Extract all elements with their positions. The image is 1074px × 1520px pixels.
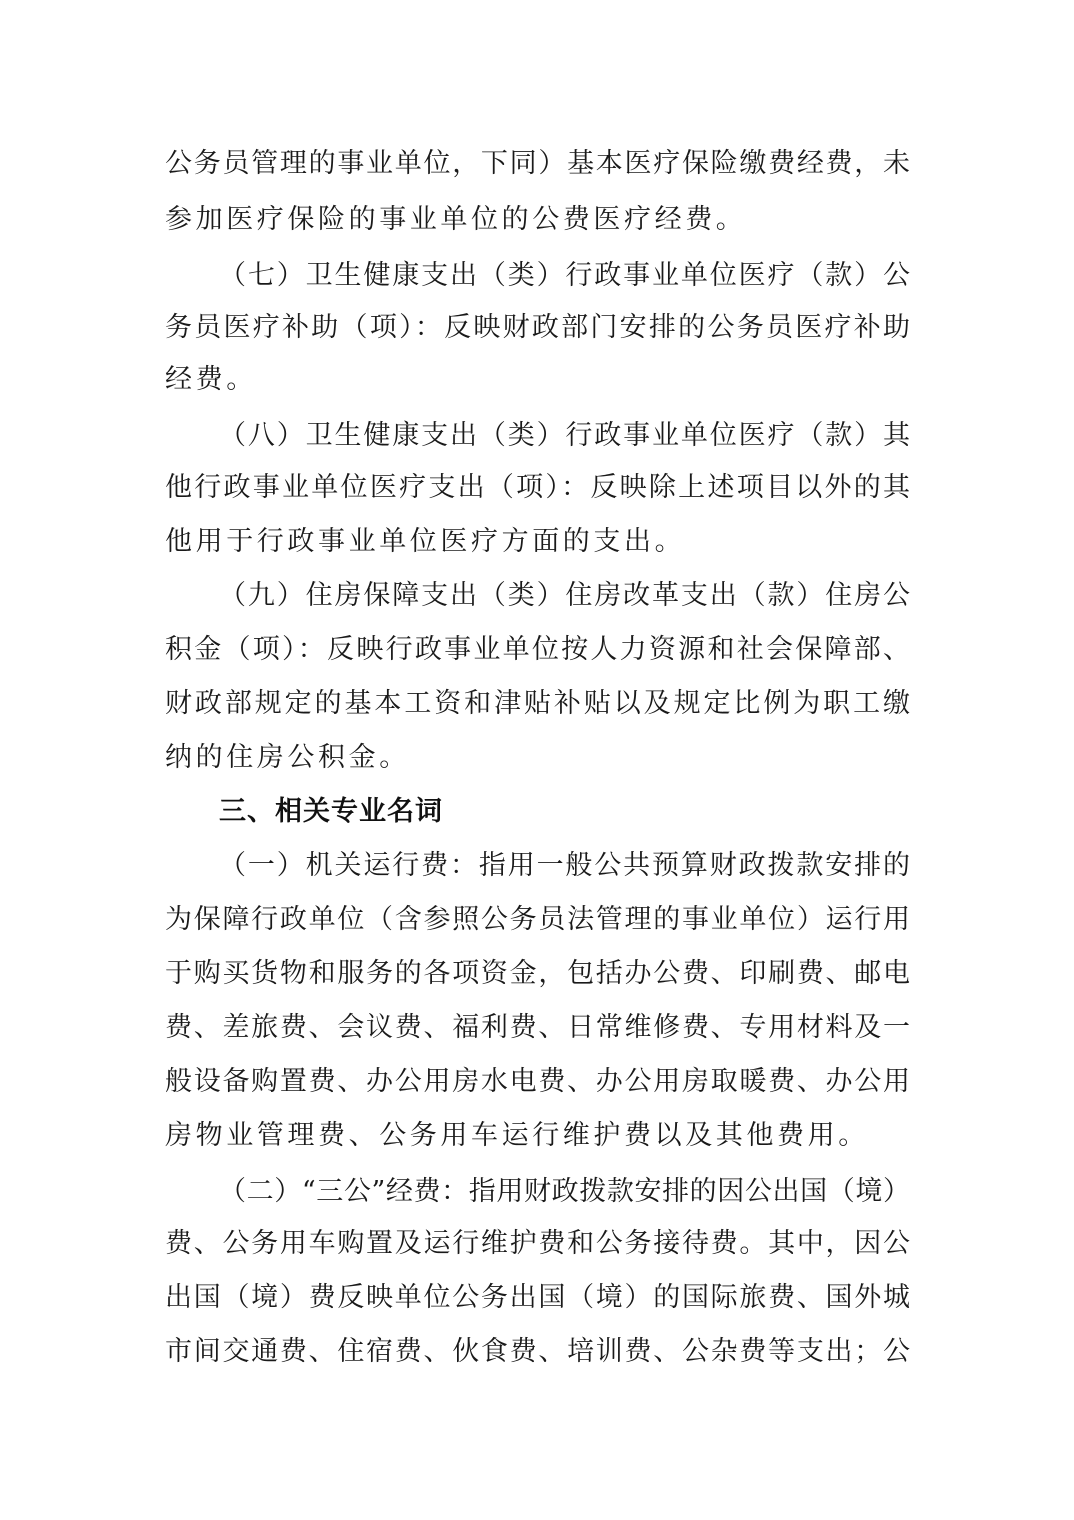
body-text-line: 费、公务用车购置及运行维护费和公务接待费。其中，因公 xyxy=(165,1228,910,1259)
body-text-line: 纳的住房公积金。 xyxy=(165,742,410,773)
body-text-line: 积金（项）：反映行政事业单位按人力资源和社会保障部、 xyxy=(165,634,910,665)
term-1-line: （一）机关运行费：指用一般公共预算财政拨款安排的 xyxy=(219,850,910,881)
body-text-line: 公务员管理的事业单位，下同）基本医疗保险缴费经费，未 xyxy=(165,148,910,179)
body-text-line: 于购买货物和服务的各项资金，包括办公费、印刷费、邮电 xyxy=(165,958,910,989)
paragraph-7-line: （七）卫生健康支出（类）行政事业单位医疗（款）公 xyxy=(219,260,910,291)
body-text-line: 市间交通费、住宿费、伙食费、培训费、公杂费等支出；公 xyxy=(165,1336,910,1367)
body-text-line: 务员医疗补助（项）：反映财政部门安排的公务员医疗补助 xyxy=(165,312,910,343)
body-text-line: 参加医疗保险的事业单位的公费医疗经费。 xyxy=(165,204,747,235)
body-text-line: 房物业管理费、公务用车运行维护费以及其他费用。 xyxy=(165,1120,869,1151)
term-2-line: （二）“三公”经费：指用财政拨款安排的因公出国（境） xyxy=(219,1176,910,1207)
body-text-line: 为保障行政单位（含参照公务员法管理的事业单位）运行用 xyxy=(165,904,910,935)
paragraph-8-line: （八）卫生健康支出（类）行政事业单位医疗（款）其 xyxy=(219,420,910,451)
body-text-line: 出国（境）费反映单位公务出国（境）的国际旅费、国外城 xyxy=(165,1282,910,1313)
body-text-line: 他用于行政事业单位医疗方面的支出。 xyxy=(165,526,686,557)
section-heading: 三、相关专业名词 xyxy=(219,796,443,827)
body-text-line: 经费。 xyxy=(165,364,257,395)
body-text-line: 财政部规定的基本工资和津贴补贴以及规定比例为职工缴 xyxy=(165,688,910,719)
body-text-line: 般设备购置费、办公用房水电费、办公用房取暖费、办公用 xyxy=(165,1066,910,1097)
body-text-line: 他行政事业单位医疗支出（项）：反映除上述项目以外的其 xyxy=(165,472,910,503)
body-text-line: 费、差旅费、会议费、福利费、日常维修费、专用材料及一 xyxy=(165,1012,910,1043)
paragraph-9-line: （九）住房保障支出（类）住房改革支出（款）住房公 xyxy=(219,580,910,611)
